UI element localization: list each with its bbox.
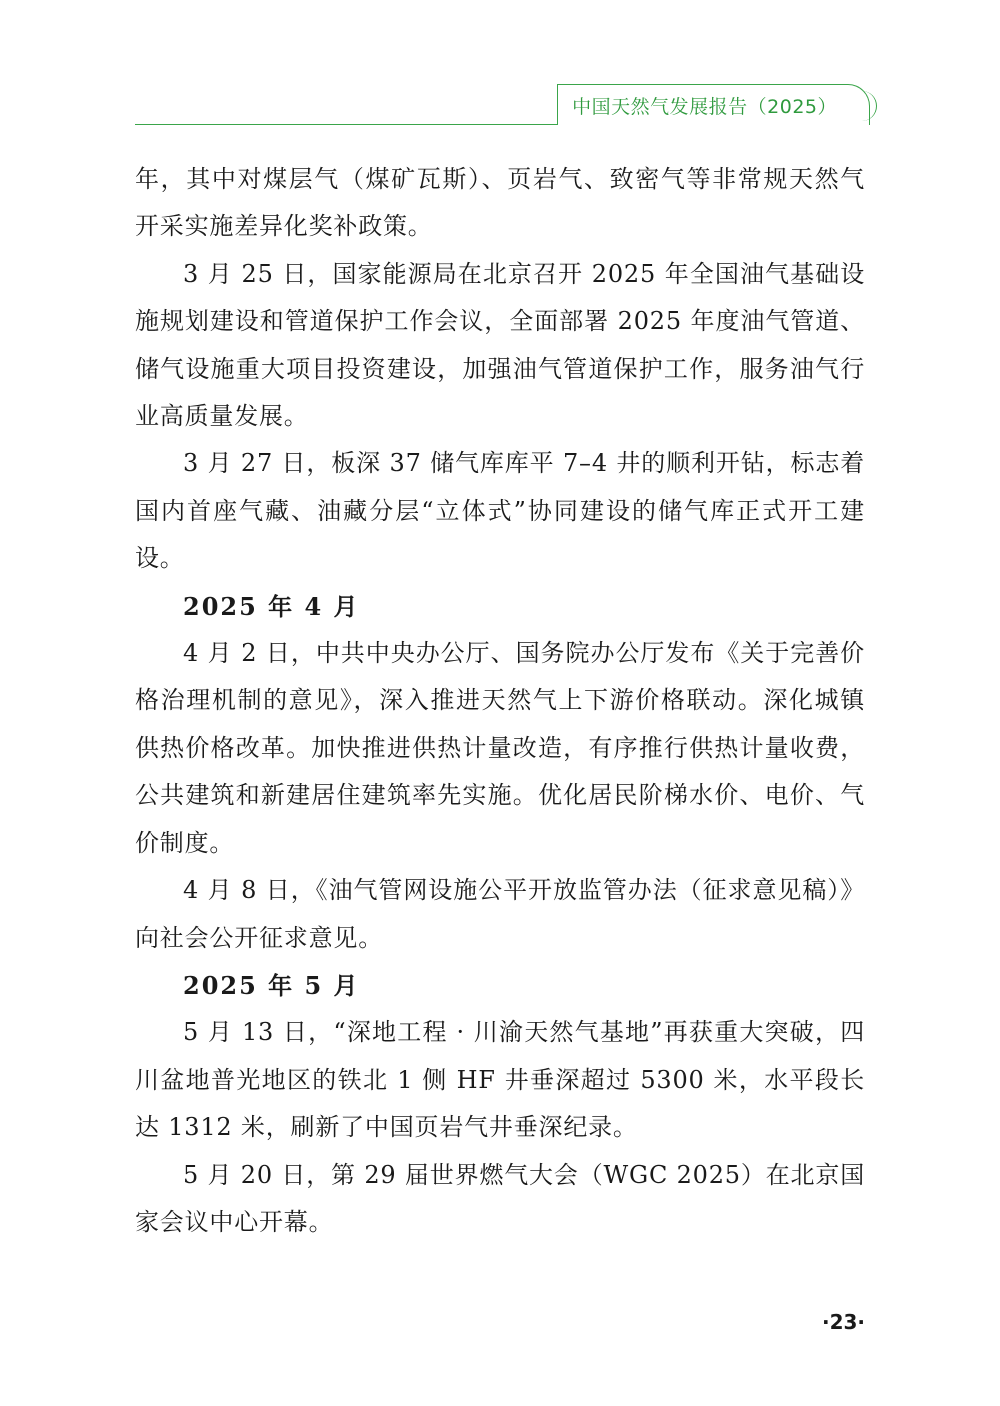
- paragraph-march-25: 3 月 25 日，国家能源局在北京召开 2025 年全国油气基础设施规划建设和管道保护工作会议，全面部署 2025 年度油气管道、储气设施重大项目投资建设，加强油气管道保护工作，服务油气行业高质量发展。: [135, 259, 865, 431]
- section-heading-april: 2025 年 4 月: [183, 591, 360, 621]
- paragraph-march-27: 3 月 27 日，板深 37 储气库库平 7–4 井的顺利开钻，标志着国内首座气藏、油藏分层“立体式”协同建设的储气库正式开工建设。: [135, 449, 865, 573]
- paragraph-continued: 年，其中对煤层气（煤矿瓦斯）、页岩气、致密气等非常规天然气开采实施差异化奖补政策。: [135, 165, 865, 241]
- paragraph-april-8: 4 月 8 日，《油气管网设施公平开放监管办法（征求意见稿）》向社会公开征求意见。: [135, 876, 865, 952]
- header-tab: [557, 84, 870, 125]
- section-heading-may: 2025 年 5 月: [183, 970, 360, 1000]
- paragraph-may-13: 5 月 13 日，“深地工程 · 川渝天然气基地”再获重大突破，四川盆地普光地区的铁北 1 侧 HF 井垂深超过 5300 米，水平段长达 1312 米，刷新了中国页岩气井垂深纪录。: [135, 1018, 865, 1142]
- running-header: [135, 84, 870, 126]
- paragraph-april-2: 4 月 2 日，中共中央办公厅、国务院办公厅发布《关于完善价格治理机制的意见》，深入推进天然气上下游价格联动。深化城镇供热价格改革。加快推进供热计量改造，有序推行供热计量收费，公共建筑和新建居住建筑率先实施。优化居民阶梯水价、电价、气价制度。: [135, 639, 865, 857]
- header-title: 中国天然气发展报告（2025）: [572, 95, 837, 118]
- paragraph-may-20: 5 月 20 日，第 29 届世界燃气大会（WGC 2025）在北京国家会议中心开幕。: [135, 1160, 865, 1236]
- page-number: ·23·: [821, 1310, 865, 1334]
- page-body: [135, 156, 865, 1246]
